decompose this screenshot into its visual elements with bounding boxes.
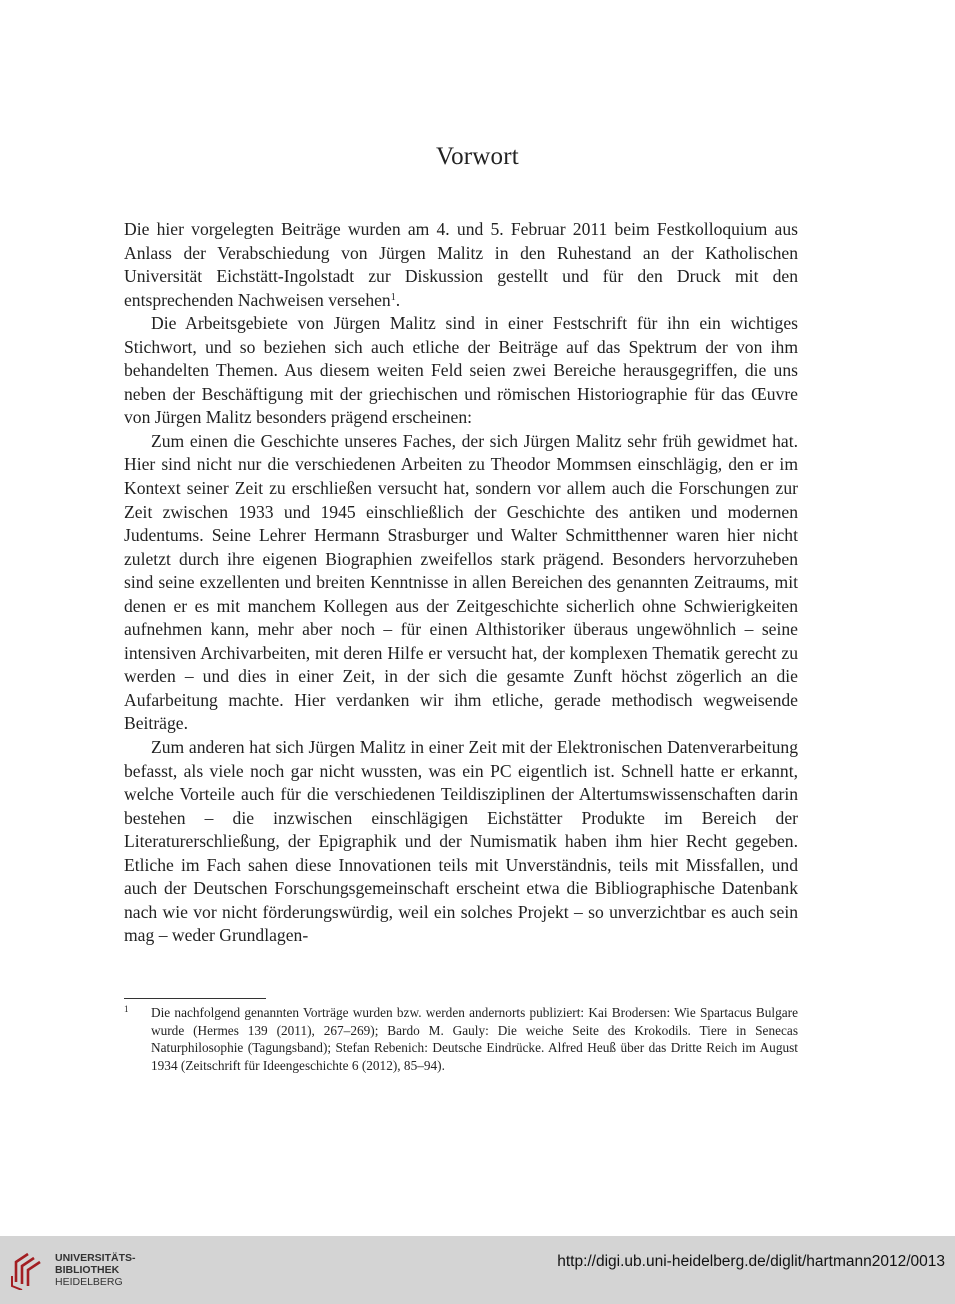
library-name-line1: UNIVERSITÄTS- <box>55 1252 136 1264</box>
paragraph-2: Die Arbeitsgebiete von Jürgen Malitz sind in einer Festschrift für ihn ein wichtiges Stichwort, und so beziehen sich auch etliche der Beiträge auf das Spektrum der von ihm behandelten Themen. Aus diesem weiten Feld seien zwei Bereiche herausgegriffen, die uns neben der Beschäftigung mit der griechischen und römischen Historiographie für das Œuvre von Jürgen Malitz besonders prägend erscheinen: <box>124 313 798 428</box>
paragraph-3: Zum einen die Geschichte unseres Faches, der sich Jürgen Malitz sehr früh gewidmet hat. Hier sind nicht nur die verschiedenen Arbeiten zu Theodor Mommsen einschlägig, den er im Kontext seiner Zeit zu erschließen versucht hat, sondern vor allem auch die Forschungen zur Zeit zwischen 1933 und 1945 einschließlich der Geschichte des antiken und modernen Judentums. Seine Lehrer Hermann Strasburger und Walter Schmitthenner waren hier nicht zuletzt durch ihre eigenen Biographien zweifellos stark prägend. Besonders hervorzuheben sind seine exzellenten und breiten Kenntnisse in allen Bereichen des genannten Zeitraums, mit denen er es mit manchem Kollegen aus der Zeitgeschichte sicherlich ohne Schwierigkeiten aufnehmen kann, mehr aber noch – für einen Althistoriker überaus ungewöhnlich – seine intensiven Archivarbeiten, mit deren Hilfe er versucht hat, der komplexen Thematik gerecht zu werden – und dies in einer Zeit, in der sich die gesamte Zunft höchst zögerlich an die Aufarbeitung machte. Hier verdanken wir ihm etliche, gerade methodisch wegweisende Beiträge. <box>124 430 798 734</box>
permalink-url[interactable]: http://digi.ub.uni-heidelberg.de/diglit/hartmann2012/0013 <box>557 1253 945 1270</box>
footer-bar <box>0 1236 955 1304</box>
paragraph-1-text: Die hier vorgelegten Beiträge wurden am 4. und 5. Februar 2011 beim Festkolloquium aus Anlass der Verabschiedung von Jürgen Malitz in den Ruhestand an der Katholischen Universität Eichstätt-Ingolstadt zur Diskussion gestellt und für den Druck mit den entsprechenden Nachweisen versehen <box>124 219 798 310</box>
footnote-ref-1[interactable]: 1 <box>390 291 396 303</box>
library-name <box>55 1252 136 1288</box>
footnote-1 <box>124 1004 798 1074</box>
library-name-line3: HEIDELBERG <box>55 1276 123 1288</box>
footnote-divider <box>124 998 266 999</box>
paragraph-4: Zum anderen hat sich Jürgen Malitz in einer Zeit mit der Elektronischen Datenverarbeitung befasst, als viele noch gar nicht wussten, was ein PC eigentlich ist. Schnell hatte er erkannt, welche Vorteile auch für die verschiedenen Teildisziplinen der Altertumswissenschaften darin bestehen – die inzwischen einschlägigen Eichstätter Produkte im Bereich der Literaturerschließung, der Epigraphik und der Numismatik haben ihm hier Recht gegeben. Etliche im Fach sahen diese Innovationen teils mit Unverständnis, teils mit Missfallen, und auch der Deutschen Forschungsgemeinschaft erscheint etwa die Bibliographische Datenbank nach wie vor nicht förderungswürdig, weil ein solches Projekt – so unverzichtbar es auch sein mag – weder Grundlagen- <box>124 737 798 946</box>
paragraph-1 <box>124 218 798 312</box>
library-name-line2: BIBLIOTHEK <box>55 1264 120 1276</box>
footnote-number: 1 <box>124 1004 129 1014</box>
paragraph-1-end: . <box>395 289 401 310</box>
page-title: Vorwort <box>436 143 519 170</box>
footnote-text: Die nachfolgend genannten Vorträge wurden bzw. werden andernorts publiziert: Kai Brodersen: Wie Spartacus Bulgare wurde (Hermes 139 (2011), 267–269); Bardo M. Gauly: Die weiche Seite des Krokodils. Tiere in Senecas Naturphilosophie (Tagungsband); Stefan Rebenich: Deutsche Eindrücke. Alfred Heuß über das Dritte Reich im August 1934 (Zeitschrift für Ideengeschichte 6 (2012), 85–94). <box>151 1005 798 1073</box>
library-logo-icon[interactable] <box>8 1248 48 1290</box>
body-text <box>124 218 798 948</box>
